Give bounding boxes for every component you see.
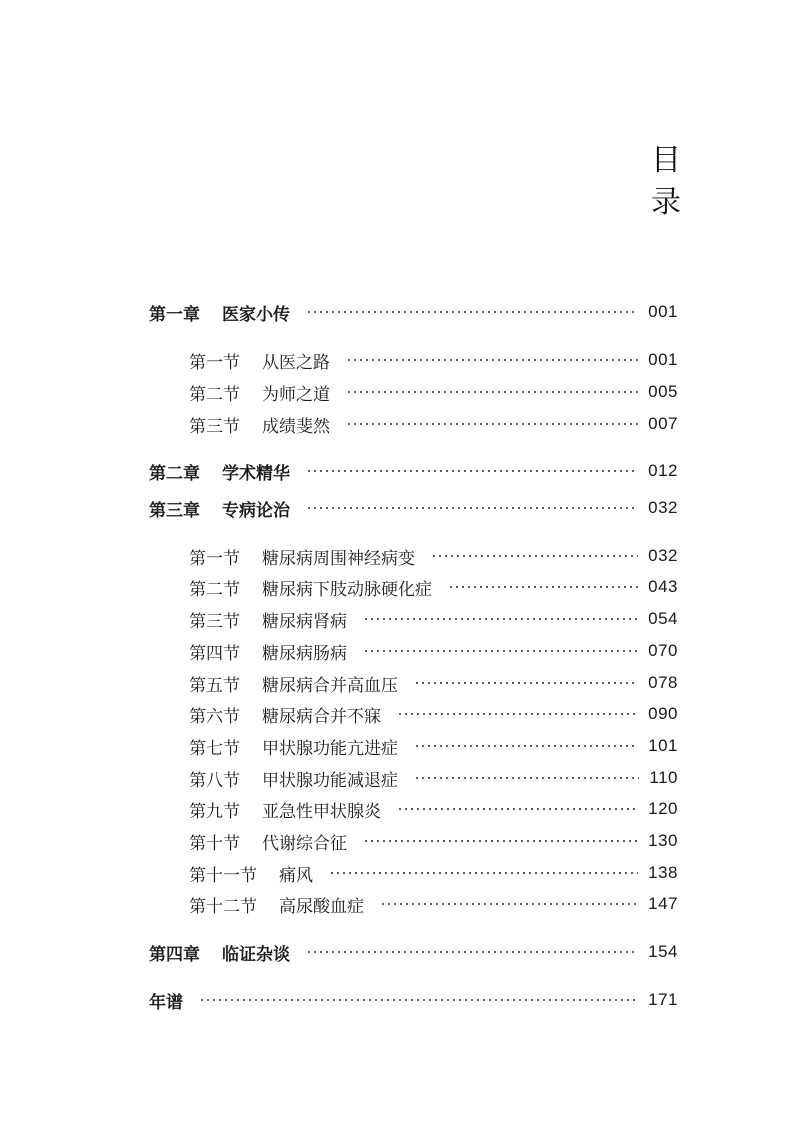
toc-entry-title: 代谢综合征 [262,833,347,854]
toc-entry-title: 糖尿病下肢动脉硬化症 [262,579,432,600]
toc-entry-label: 第五节 [189,675,240,696]
toc-entry-label: 第十一节 [189,865,257,886]
toc-entry-page: 120 [648,799,678,818]
toc-entry-title: 甲状腺功能亢进症 [262,738,398,759]
dot-leader [414,745,638,747]
toc-entry-label: 第四章 [149,944,200,965]
toc-entry-label: 第十二节 [189,896,257,917]
toc-entry-chapter-4[interactable] [149,937,678,967]
toc-entry-label: 第八节 [189,770,240,791]
toc-entry-chapter-1[interactable] [149,297,678,327]
toc-entry-title: 医家小传 [222,304,290,325]
dot-leader [363,618,638,620]
toc-entry-page: 070 [648,641,678,660]
toc-entry-page: 043 [648,577,678,596]
dot-leader [414,682,638,684]
toc-entry-page: 130 [648,831,678,850]
toc-entry-section[interactable] [189,731,678,761]
toc-entry-page: 007 [648,414,678,433]
toc-entry-section[interactable] [189,826,678,856]
toc-entry-label: 第二节 [189,579,240,600]
toc-entry-label: 第三章 [149,500,200,521]
toc-entry-page: 032 [648,498,678,517]
toc-entry-title: 专病论治 [222,500,290,521]
toc-entry-page: 001 [648,350,678,369]
toc-entry-chapter-3[interactable] [149,493,678,523]
toc-entry-label: 第六节 [189,706,240,727]
toc-title-char-1: 目 [651,143,681,178]
toc-entry-section[interactable] [189,636,678,666]
toc-entry-title: 糖尿病合并不寐 [262,706,381,727]
toc-entry-title: 临证杂谈 [222,944,290,965]
dot-leader [380,903,638,905]
dot-leader [306,951,638,953]
toc-entry-title: 糖尿病合并高血压 [262,675,398,696]
toc-entry-section[interactable] [189,699,678,729]
toc-entry-label: 第二节 [189,384,240,405]
toc-entry-title: 高尿酸血症 [279,896,364,917]
toc-entry-section[interactable] [189,889,678,919]
toc-entry-section[interactable] [189,572,678,602]
toc-entry-chapter-2[interactable] [149,456,678,486]
toc-entry-title: 糖尿病肾病 [262,611,347,632]
dot-leader [346,359,638,361]
toc-entry-page: 012 [648,461,678,480]
toc-entry-label: 第一节 [189,548,240,569]
toc-title-char-2: 录 [651,185,681,220]
toc-entry-page: 032 [648,546,678,565]
toc-entry-page: 054 [648,609,678,628]
toc-entry-label: 第三节 [189,611,240,632]
toc-entry-title: 甲状腺功能减退症 [262,770,398,791]
toc-entry-page: 171 [648,990,678,1009]
toc-entry-section[interactable] [189,763,678,793]
toc-entry-label: 第七节 [189,738,240,759]
toc-entry-title: 成绩斐然 [262,416,330,437]
dot-leader [199,999,638,1001]
toc-entry-page: 090 [648,704,678,723]
dot-leader [397,713,638,715]
toc-entry-label: 第一章 [149,304,200,325]
toc-entry-title: 亚急性甲状腺炎 [262,801,381,822]
toc-entry-title: 学术精华 [222,463,290,484]
dot-leader [363,840,638,842]
dot-leader [346,391,638,393]
toc-entry-page: 147 [648,894,678,913]
toc-entry-label: 第一节 [189,352,240,373]
toc-entry-title: 痛风 [279,865,313,886]
toc-entry-label: 第四节 [189,643,240,664]
toc-entry-label: 第三节 [189,416,240,437]
dot-leader [306,470,638,472]
toc-entry-chronology[interactable] [149,985,678,1015]
dot-leader [431,555,638,557]
dot-leader [306,311,638,313]
dot-leader [397,808,638,810]
toc-entry-label: 第九节 [189,801,240,822]
toc-entry-section[interactable] [189,541,678,571]
toc-entry-section[interactable] [189,409,678,439]
dot-leader [363,650,638,652]
toc-entry-section[interactable] [189,604,678,634]
toc-entry-title: 为师之道 [262,384,330,405]
dot-leader [329,872,638,874]
toc-entry-section[interactable] [189,794,678,824]
toc-entry-page: 138 [648,863,678,882]
toc-entry-page: 078 [648,673,678,692]
toc-entry-section[interactable] [189,858,678,888]
toc-entry-label: 第十节 [189,833,240,854]
toc-entry-section[interactable] [189,668,678,698]
toc-entry-section[interactable] [189,345,678,375]
toc-entry-title: 糖尿病周围神经病变 [262,548,415,569]
toc-entry-page: 110 [649,768,678,787]
toc-entry-title: 糖尿病肠病 [262,643,347,664]
toc-entry-page: 005 [648,382,678,401]
toc-entry-section[interactable] [189,377,678,407]
dot-leader [414,777,639,779]
toc-entry-page: 154 [648,942,678,961]
toc-entry-page: 001 [648,302,678,321]
dot-leader [448,586,638,588]
toc-entry-title: 从医之路 [262,352,330,373]
toc-entry-label: 年谱 [149,992,183,1013]
dot-leader [346,423,638,425]
toc-entry-label: 第二章 [149,463,200,484]
dot-leader [306,507,638,509]
toc-entry-page: 101 [648,736,678,755]
